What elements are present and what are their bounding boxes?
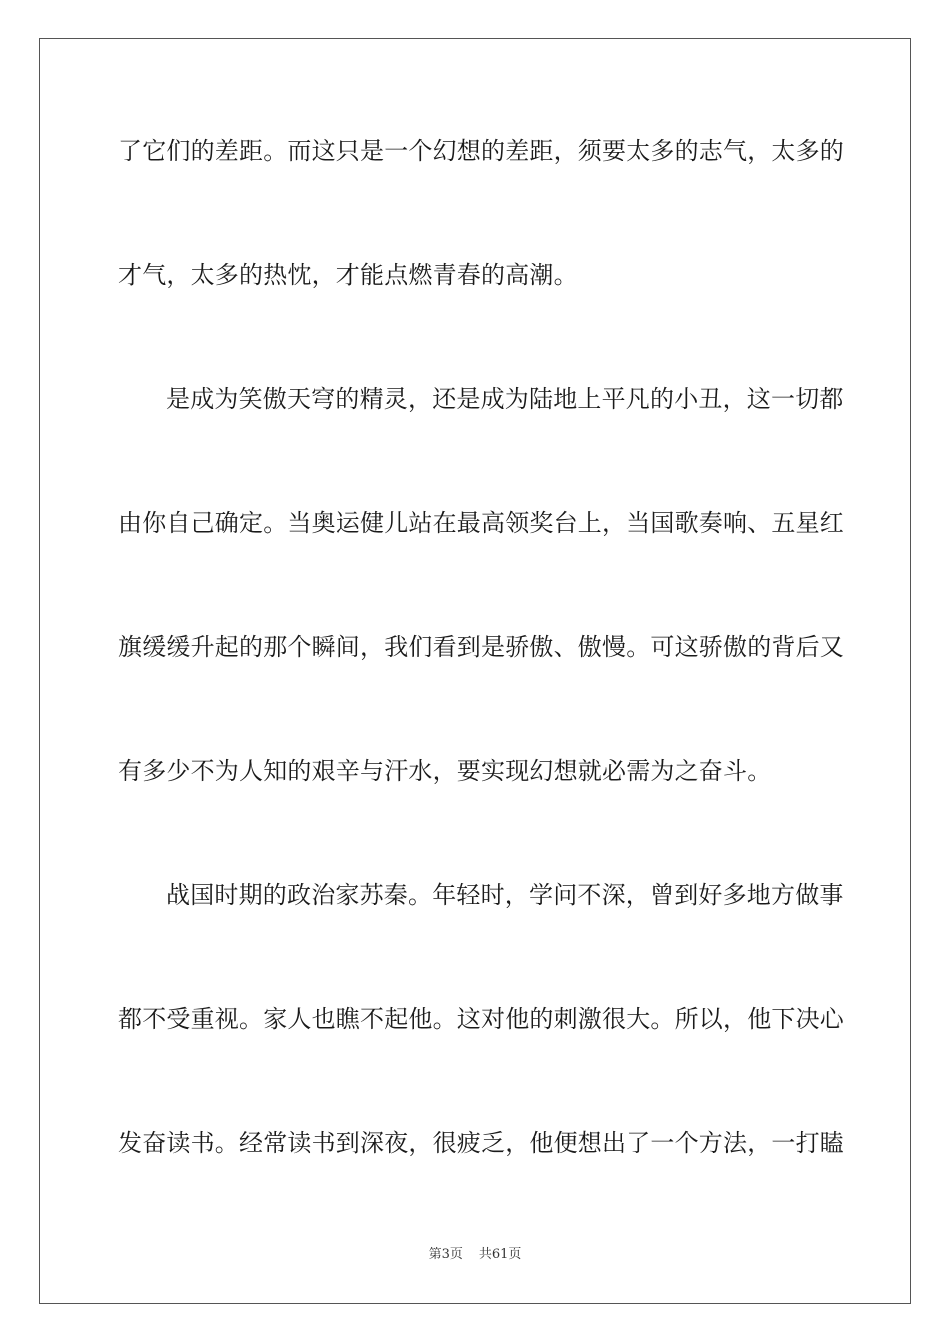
paragraph-start-line: 是成为笑傲天穹的精灵，还是成为陆地上平凡的小丑，这一切都 [166,385,844,413]
text-line: 都不受重视。家人也瞧不起他。这对他的刺激很大。所以，他下决心 [118,1005,844,1033]
page-footer [0,1246,950,1264]
text-line: 旗缓缓升起的那个瞬间，我们看到是骄傲、傲慢。可这骄傲的背后又 [118,633,844,661]
text-line: 了它们的差距。而这只是一个幻想的差距，须要太多的志气，太多的 [118,137,844,165]
page-total: 共61页 [478,1247,522,1262]
text-line: 才气，太多的热忱，才能点燃青春的高潮。 [118,261,578,289]
text-line: 有多少不为人知的艰辛与汗水，要实现幻想就必需为之奋斗。 [118,757,772,785]
text-line: 由你自己确定。当奥运健儿站在最高领奖台上，当国歌奏响、五星红 [118,509,844,537]
page-border [39,38,911,1304]
text-line: 发奋读书。经常读书到深夜，很疲乏，他便想出了一个方法，一打瞌 [118,1129,844,1157]
paragraph-start-line: 战国时期的政治家苏秦。年轻时，学问不深，曾到好多地方做事 [166,881,844,909]
page-number: 第3页 [428,1247,463,1262]
